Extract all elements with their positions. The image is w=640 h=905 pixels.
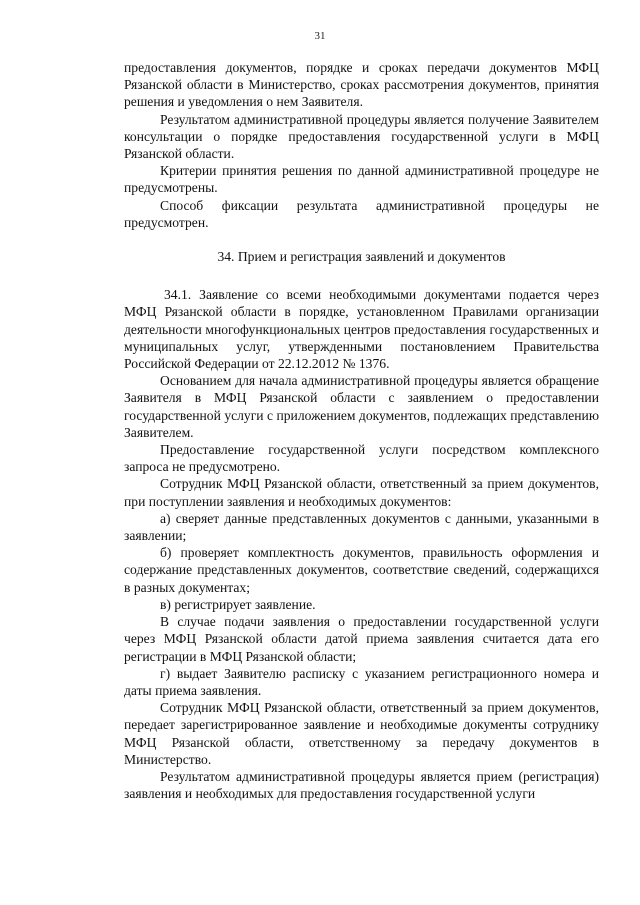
list-item: г) выдает Заявителю расписку с указанием регистрационного номера и даты приема заявления. xyxy=(124,665,599,698)
section-heading: 34. Прием и регистрация заявлений и документов xyxy=(217,249,506,265)
paragraph: 34.1. Заявление со всеми необходимыми документами подается через МФЦ Рязанской области в порядке, установленном Правилами организации деятельности многофункциональных центров предоставления государственных и муниципальных услуг, утвержденными постановлением Правительства Российской Федерации от 22.12.2012 № 1376. xyxy=(124,287,599,372)
list-item: а) сверяет данные представленных документов с данными, указанными в заявлении; xyxy=(124,510,599,544)
page-number: 31 xyxy=(314,30,326,42)
paragraph: Результатом административной процедуры является получение Заявителем консультации о порядке предоставления государственной услуги в МФЦ Рязанской области. xyxy=(124,111,599,162)
paragraph: Предоставление государственной услуги посредством комплексного запроса не предусмотрено. xyxy=(124,442,599,475)
paragraph: Основанием для начала административной процедуры является обращение Заявителя в МФЦ Рязанской области с заявлением о предоставлении государственной услуги с приложением документов, подлежащих представлению Заявителем. xyxy=(124,373,599,440)
paragraph: Сотрудник МФЦ Рязанской области, ответственный за прием документов, передает зарегистрированное заявление и необходимые документы сотруднику МФЦ Рязанской области, ответственному за передачу документов в Министерство. xyxy=(124,700,599,767)
paragraph: Критерии принятия решения по данной административной процедуре не предусмотрены. xyxy=(124,163,599,196)
paragraph: Результатом административной процедуры является прием (регистрация) заявления и необходимых для предоставления государственной услуги xyxy=(124,768,599,802)
list-item: в) регистрирует заявление. xyxy=(160,596,316,612)
list-item: б) проверяет комплектность документов, правильность оформления и содержание представленных документов, соответствие сведений, содержащихся в разных документах; xyxy=(124,545,599,595)
paragraph: предоставления документов, порядке и сроках передачи документов МФЦ Рязанской области в Министерство, сроках рассмотрения документов, принятия решения и уведомления о нем Заявителя. xyxy=(124,60,599,110)
paragraph: Способ фиксации результата административной процедуры не предусмотрен. xyxy=(124,197,599,230)
document-body xyxy=(124,59,599,802)
paragraph: Сотрудник МФЦ Рязанской области, ответственный за прием документов, при поступлении заявления и необходимых документов: xyxy=(124,476,599,509)
paragraph: В случае подачи заявления о предоставлении государственной услуги через МФЦ Рязанской области датой приема заявления считается дата его регистрации в МФЦ Рязанской области; xyxy=(124,614,599,664)
